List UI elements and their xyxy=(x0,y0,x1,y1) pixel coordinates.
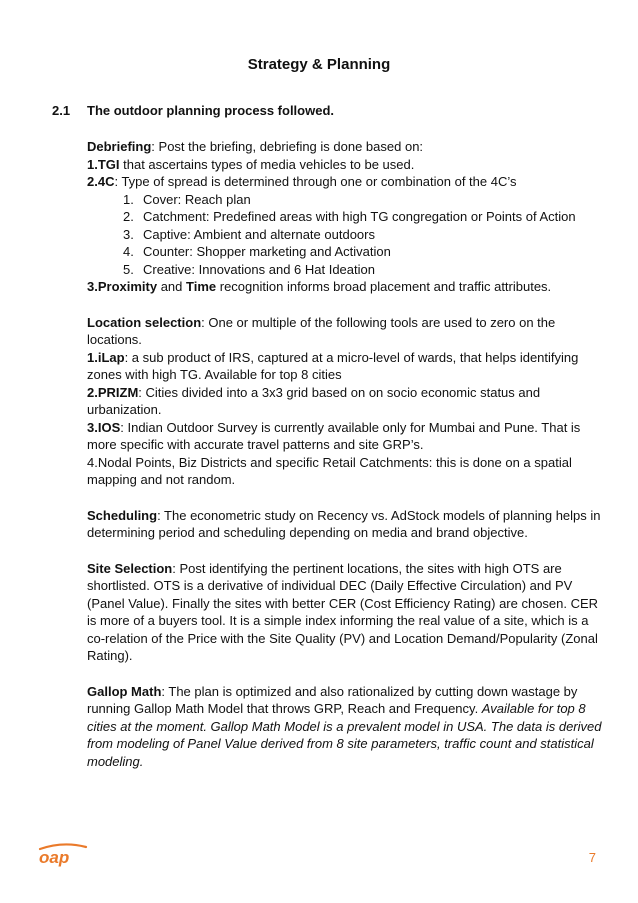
prizm-label: 2.PRIZM xyxy=(87,384,139,400)
scheduling-label: Scheduling xyxy=(87,507,158,523)
section-number: 2.1 xyxy=(52,103,71,118)
location-paragraph xyxy=(87,314,607,349)
oap-logo-text: oap xyxy=(39,848,70,867)
list-item xyxy=(87,243,607,261)
list-item-number: 3. xyxy=(123,226,134,242)
paragraph-spacer xyxy=(87,489,607,507)
page-title: Strategy & Planning xyxy=(247,56,391,73)
gallop-paragraph xyxy=(87,683,607,771)
debriefing-label: Debriefing xyxy=(87,139,152,154)
tgi-paragraph xyxy=(87,156,607,174)
4c-list xyxy=(87,191,607,279)
tgi-label: 1.TGI xyxy=(87,156,120,172)
paragraph-spacer xyxy=(87,665,607,683)
scheduling-text: : The econometric study on Recency vs. AdStock models of planning helps in determining period and scheduling depending on media and brand objective. xyxy=(87,507,601,540)
4c-paragraph xyxy=(87,173,607,191)
proximity-label: 3.Proximity xyxy=(87,279,158,294)
time-label: Time xyxy=(186,279,217,294)
list-item xyxy=(87,261,607,279)
ios-label: 3.IOS xyxy=(87,419,121,435)
list-item-text: Counter: Shopper marketing and Activation xyxy=(143,244,391,259)
gallop-italic-text: Available for top 8 cities at the moment. Gallop Math Model is a prevalent model in USA. The data is derived from modeling of Panel Value derived from 8 site parameters, traffic count and statistical modeling. xyxy=(87,701,602,769)
debriefing-text: : Post the briefing, debriefing is done based on: xyxy=(151,139,424,154)
prizm-paragraph xyxy=(87,384,607,419)
list-item-text: Creative: Innovations and 6 Hat Ideation xyxy=(143,261,375,277)
page-number: 7 xyxy=(588,850,596,865)
list-item-text: Cover: Reach plan xyxy=(143,191,251,207)
debriefing-paragraph xyxy=(87,138,607,156)
ilap-paragraph xyxy=(87,349,607,384)
location-label: Location selection xyxy=(87,314,202,330)
ios-paragraph xyxy=(87,419,607,454)
proximity-and: and xyxy=(157,279,187,294)
4c-text: : Type of spread is determined through one or combination of the 4C’s xyxy=(114,174,517,189)
list-item xyxy=(87,226,607,244)
site-selection-text: : Post identifying the pertinent locations, the sites with high OTS are shortlisted. OTS is a derivative of individual DEC (Daily Effective Circulation) and PV (Panel Value). Finally the sites with better CER (Cost Efficiency Rating) are chosen. CER is more of a buyers tool. It is a simple index informing the real value of a site, which is a co-relation of the Price with the Site Quality (PV) and Location Demand/Popularity (Zonal Rating). xyxy=(87,560,599,663)
ios-text: : Indian Outdoor Survey is currently available only for Mumbai and Pune. That is more specific with accurate travel patterns and site GRP’s. xyxy=(87,419,581,452)
paragraph-spacer xyxy=(87,542,607,560)
paragraph-spacer xyxy=(87,296,607,314)
section-title: The outdoor planning process followed. xyxy=(87,103,334,118)
scheduling-paragraph xyxy=(87,507,607,542)
location-text: : One or multiple of the following tools are used to zero on the locations. xyxy=(87,314,556,347)
list-item-number: 4. xyxy=(123,244,134,259)
list-item xyxy=(87,208,607,226)
site-selection-paragraph xyxy=(87,560,607,665)
list-item-text: Captive: Ambient and alternate outdoors xyxy=(143,226,375,242)
ilap-text: : a sub product of IRS, captured at a micro-level of wards, that helps identifying zones with high TG. Available for top 8 cities xyxy=(87,349,579,382)
proximity-paragraph xyxy=(87,278,607,296)
ilap-label: 1.iLap xyxy=(87,349,125,365)
list-item-text: Catchment: Predefined areas with high TG congregation or Points of Action xyxy=(143,209,576,224)
oap-logo-mark xyxy=(38,843,88,867)
oap-logo xyxy=(38,843,88,870)
list-item-number: 2. xyxy=(123,209,134,224)
prizm-text: : Cities divided into a 3x3 grid based on on socio economic status and urbanization. xyxy=(87,384,541,417)
gallop-text: : The plan is optimized and also rationalized by cutting down wastage by running Gallop Math Model that throws GRP, Reach and Frequency. xyxy=(87,683,578,716)
document-body xyxy=(87,138,607,770)
list-item-number: 1. xyxy=(123,191,134,207)
list-item-number: 5. xyxy=(123,261,134,277)
list-item xyxy=(87,191,607,209)
4c-label: 2.4C xyxy=(87,174,115,189)
proximity-text: recognition informs broad placement and traffic attributes. xyxy=(216,279,552,294)
tgi-text: that ascertains types of media vehicles to be used. xyxy=(119,156,415,172)
site-selection-label: Site Selection xyxy=(87,560,173,576)
gallop-label: Gallop Math xyxy=(87,683,162,699)
nodal-paragraph: 4.Nodal Points, Biz Districts and specific Retail Catchments: this is done on a spatial mapping and not random. xyxy=(87,454,572,487)
